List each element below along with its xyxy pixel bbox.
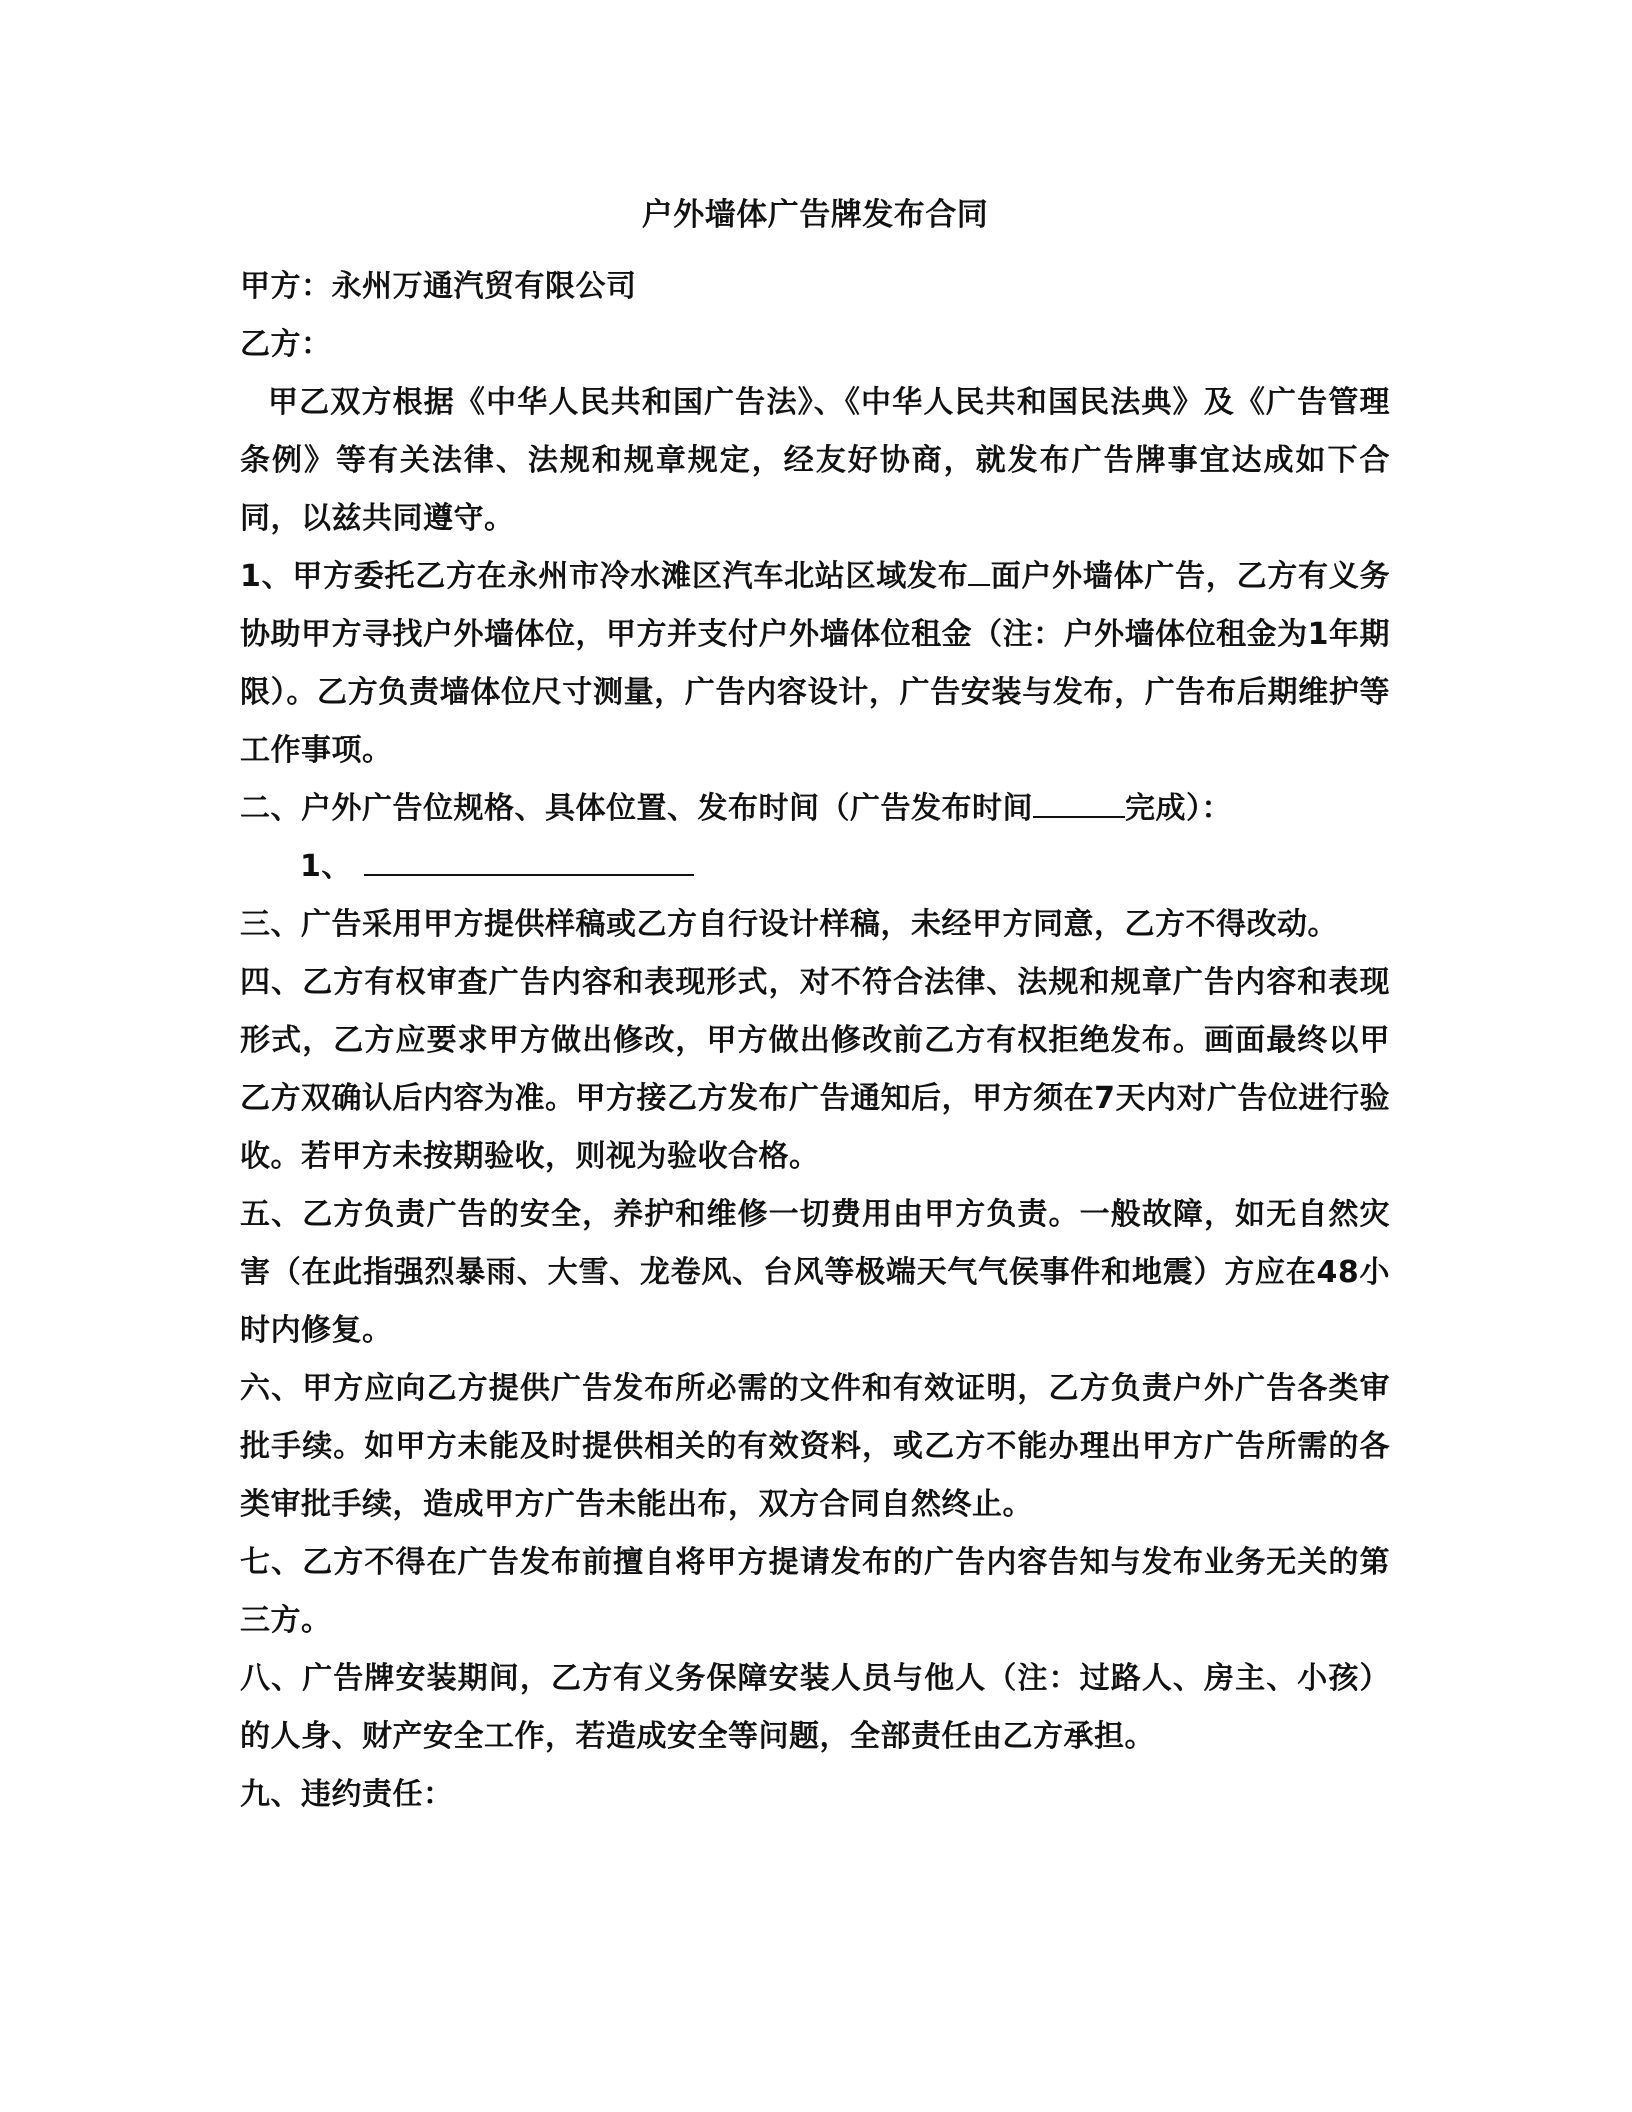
clause-2-item-1 [240,838,1390,896]
clause-5: 五、乙方负责广告的安全，养护和维修一切费用由甲方负责。一般故障，如无自然灾害（在此指强烈暴雨、大雪、龙卷风、台风等极端天气气侯事件和地震）方应在48小时内修复。 [240,1197,1390,1348]
party-a-name: 永州万通汽贸有限公司 [331,269,637,304]
document-body [240,190,1390,1824]
party-b-line [240,316,1390,374]
clause-3: 三、广告采用甲方提供样稿或乙方自行设计样稿，未经甲方同意，乙方不得改动。 [240,907,1338,942]
party-a-label: 甲方： [240,269,332,304]
clause-9: 九、违约责任： [240,1777,454,1812]
clause-2-text-after: 完成）： [1125,791,1232,826]
clause-2-item-1-number: 1、 [300,849,352,884]
clause-6: 六、甲方应向乙方提供广告发布所必需的文件和有效证明，乙方负责户外广告各类审批手续。如甲方未能及时提供相关的有效资料，或乙方不能办理出甲方广告所需的各类审批手续，造成甲方广告未能出布，双方合同自然终止。 [240,1371,1390,1522]
clause-2-text-before: 二、户外广告位规格、具体位置、发布时间（广告发布时间 [240,791,1033,826]
party-a-line [240,258,1390,316]
clause-4: 四、乙方有权审查广告内容和表现形式，对不符合法律、法规和规章广告内容和表现形式，乙方应要求甲方做出修改，甲方做出修改前乙方有权拒绝发布。画面最终以甲乙方双确认后内容为准。甲方接乙方发布广告通知后，甲方须在7天内对广告位进行验收。若甲方未按期验收，则视为验收合格。 [240,965,1390,1174]
clause-2-time-blank [1033,786,1125,818]
clause-8: 八、广告牌安装期间，乙方有义务保障安装人员与他人（注：过路人、房主、小孩）的人身、财产安全工作，若造成安全等问题，全部责任由乙方承担。 [240,1661,1390,1754]
clause-1-quantity-blank [968,554,990,586]
clause-7: 七、乙方不得在广告发布前擅自将甲方提请发布的广告内容告知与发布业务无关的第三方。 [240,1545,1390,1638]
clause-2-item-1-blank [364,844,694,876]
party-b-label: 乙方： [240,327,332,362]
clause-1-text-after: 面户外墙体广告，乙方有义务协助甲方寻找户外墙体位，甲方并支付户外墙体位租金（注：户外墙体位租金为1年期限）。乙方负责墙体位尺寸测量，广告内容设计，广告安装与发布，广告布后期维护等工作事项。 [240,559,1390,768]
clause-1-text-before: 1、甲方委托乙方在永州市冷水滩区汽车北站区域发布 [240,559,969,594]
clause-1 [240,548,1390,780]
clause-2 [240,780,1390,838]
preamble-paragraph: 甲乙双方根据《中华人民共和国广告法》、《中华人民共和国民法典》及《广告管理条例》等有关法律、法规和规章规定，经友好协商，就发布广告牌事宜达成如下合同，以兹共同遵守。 [240,385,1390,536]
document-title: 户外墙体广告牌发布合同 [641,197,989,233]
